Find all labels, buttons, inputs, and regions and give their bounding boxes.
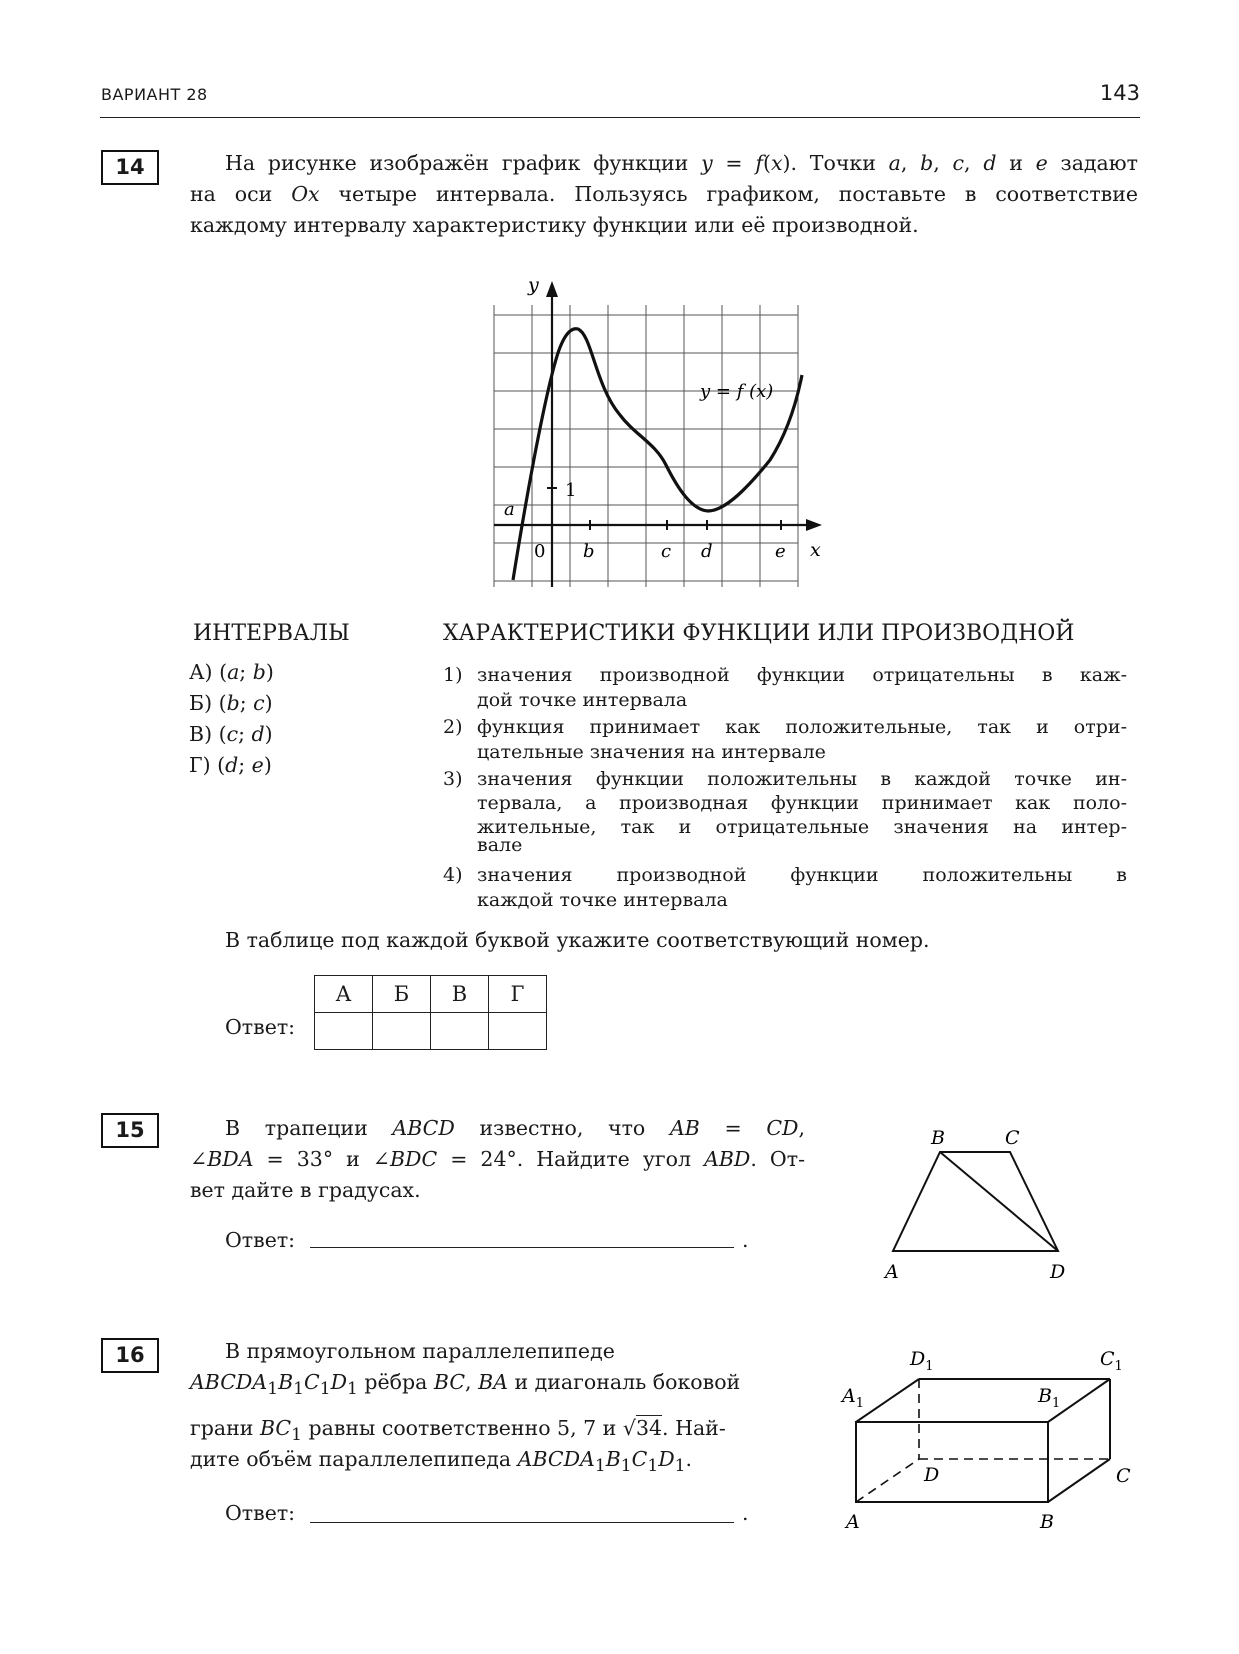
text: и <box>996 151 1036 175</box>
task-15-line-3 <box>190 1175 421 1206</box>
text: цательные значения на интервале <box>477 741 826 763</box>
text: ; <box>239 691 254 715</box>
var-x: x <box>770 151 783 175</box>
text: каждому интервалу характеристику функции или её производной. <box>190 213 919 237</box>
x-axis-label: x <box>810 539 821 561</box>
text: , <box>900 151 921 175</box>
var-e: e <box>1035 151 1048 175</box>
axis-ox: Ox <box>291 182 320 206</box>
text: известно, что <box>454 1116 670 1140</box>
characteristic-3 <box>443 767 1133 863</box>
answer-col-header: В <box>431 976 489 1013</box>
vertex-label-d: D <box>924 1464 940 1486</box>
text: d <box>251 722 265 746</box>
edge-b-c <box>1048 1459 1110 1502</box>
answer-cell-b[interactable] <box>373 1013 431 1050</box>
characteristics-list <box>443 663 1133 911</box>
vertex-label-a: A <box>885 1261 899 1283</box>
task-14-answer-label: Ответ: <box>225 1015 296 1039</box>
text: B <box>278 1370 294 1394</box>
trapezoid-figure <box>870 1118 1080 1288</box>
text: жительные, так и отрицательные значения на интер- <box>477 816 1127 838</box>
subscript: 1 <box>319 1379 331 1400</box>
task-15-answer-field[interactable] <box>310 1247 734 1248</box>
y-axis-arrow <box>546 281 558 297</box>
vertex-label-b: B <box>931 1127 945 1149</box>
characteristic-1 <box>443 663 1133 713</box>
unit-label: 1 <box>565 480 577 501</box>
text: CD <box>766 1116 799 1140</box>
y-axis-label: y <box>528 275 539 296</box>
characteristic-number: 4) <box>443 864 463 886</box>
text: BDA <box>207 1147 254 1171</box>
task-15-answer-dot: . <box>742 1228 749 1252</box>
subscript: 1 <box>291 1425 302 1446</box>
point-label-e: e <box>775 541 786 562</box>
text: значения производной функции положительны в <box>477 864 1127 886</box>
task-16-statement <box>190 1336 805 1477</box>
task-16-line-1: В прямоугольном параллелепипеде <box>225 1339 615 1363</box>
answer-col-header: Б <box>373 976 431 1013</box>
subscript: 1 <box>293 1379 305 1400</box>
characteristic-number: 1) <box>443 664 463 686</box>
origin-label: 0 <box>534 541 546 562</box>
task-15-answer-label: Ответ: <box>225 1228 296 1252</box>
answer-cell-g[interactable] <box>489 1013 547 1050</box>
text: ABCDA <box>190 1370 268 1394</box>
text: значения производной функции отрицательны в каж- <box>477 664 1127 686</box>
text: D <box>658 1447 675 1471</box>
vertex-label-b1: $B_1$ <box>1038 1385 1061 1411</box>
interval-item <box>189 691 273 715</box>
text: А) <box>189 660 213 684</box>
task-14-statement <box>190 148 1138 248</box>
vertex-label-c1: $C_1$ <box>1100 1348 1123 1374</box>
task-14-line-3 <box>190 210 919 241</box>
text: и диагональ боковой <box>507 1370 741 1394</box>
text: рёбра <box>357 1370 434 1394</box>
parallelepiped-figure <box>838 1338 1138 1538</box>
point-label-b: b <box>583 541 595 562</box>
task-14-line-2 <box>190 179 1138 210</box>
text: В) <box>189 722 213 746</box>
text: = 33° и ∠ <box>253 1147 390 1171</box>
text: c <box>226 722 239 746</box>
task-15-number: 15 <box>101 1113 159 1148</box>
task-15-line-2 <box>190 1144 805 1175</box>
text: ( <box>217 753 226 777</box>
interval-item <box>189 753 272 777</box>
subscript: 1 <box>674 1456 686 1477</box>
text: равны соответственно 5, 7 и <box>301 1416 623 1440</box>
text: ) <box>264 722 273 746</box>
text: b <box>252 660 266 684</box>
text: вале <box>477 834 523 856</box>
text: ; <box>238 753 252 777</box>
sqrt-sign: √ <box>622 1416 636 1440</box>
text: ABCDA <box>517 1447 595 1471</box>
text: дой точке интервала <box>477 689 688 711</box>
var-f: f <box>755 151 763 175</box>
answer-table-header-row <box>315 976 547 1013</box>
text: B <box>605 1447 621 1471</box>
text: тервала, а производная функции принимает как поло- <box>477 792 1127 814</box>
text: e <box>251 753 264 777</box>
var-a: a <box>888 151 901 175</box>
text: На рисунке изображён график функции <box>225 151 702 175</box>
text: = 24°. Найдите угол <box>437 1147 705 1171</box>
text: ( <box>219 660 228 684</box>
text: В трапеции <box>225 1116 393 1140</box>
text: C <box>304 1370 320 1394</box>
subscript: 1 <box>620 1456 632 1477</box>
text: d <box>225 753 239 777</box>
text: ABCD <box>392 1116 455 1140</box>
text: ( <box>218 722 227 746</box>
text: ABD <box>704 1147 751 1171</box>
vertex-label-a1: $A_1$ <box>842 1385 865 1411</box>
function-graph <box>470 275 840 595</box>
var-b: b <box>920 151 934 175</box>
vertex-label-d: D <box>1050 1261 1066 1283</box>
text: BC <box>259 1416 292 1440</box>
task-16-number: 16 <box>101 1338 159 1373</box>
text: , <box>964 151 984 175</box>
text: c <box>253 691 265 715</box>
text: ; <box>238 722 252 746</box>
answer-cell-a[interactable] <box>315 1013 373 1050</box>
running-header-variant: ВАРИАНТ 28 <box>101 85 208 104</box>
vertex-label-b: B <box>1040 1511 1054 1533</box>
subscript: 1 <box>594 1456 606 1477</box>
text: ). Точки <box>782 151 889 175</box>
task-16-answer-field[interactable] <box>310 1522 734 1523</box>
text: четыре интервала. Пользуясь графиком, поставьте в соответствие <box>319 182 1139 206</box>
text: грани <box>190 1416 260 1440</box>
text: , <box>798 1116 805 1140</box>
text: ( <box>762 151 771 175</box>
text: . <box>685 1447 693 1471</box>
text: = <box>699 1116 767 1140</box>
text: Б) <box>189 691 213 715</box>
characteristics-heading: ХАРАКТЕРИСТИКИ ФУНКЦИИ ИЛИ ПРОИЗВОДНОЙ <box>443 621 1075 646</box>
text: BDC <box>389 1147 438 1171</box>
text: BC <box>433 1370 466 1394</box>
text: D <box>330 1370 348 1394</box>
subscript: 1 <box>347 1379 358 1400</box>
interval-item <box>189 660 274 684</box>
text: AB <box>669 1116 700 1140</box>
vertex-label-a: A <box>846 1511 860 1533</box>
function-label: y = f (x) <box>700 381 774 402</box>
text: a <box>227 660 240 684</box>
header-rule <box>100 117 1140 118</box>
point-label-a: a <box>504 499 515 520</box>
text: C <box>631 1447 648 1471</box>
text: значения функции положительны в каждой точке ин- <box>477 768 1127 790</box>
answer-col-header: Г <box>489 976 547 1013</box>
text: каждой точке интервала <box>477 889 728 911</box>
var-d: d <box>983 151 997 175</box>
text: на оси <box>190 182 292 206</box>
intervals-heading: ИНТЕРВАЛЫ <box>193 621 350 646</box>
trapezoid-abcd <box>893 1152 1058 1251</box>
point-label-c: c <box>661 541 672 562</box>
vertex-label-c: C <box>1005 1127 1020 1149</box>
text: = <box>712 151 756 175</box>
answer-cell-v[interactable] <box>431 1013 489 1050</box>
task-16-line-2 <box>190 1367 740 1405</box>
text: . От- <box>750 1147 805 1171</box>
text: , <box>465 1370 479 1394</box>
point-label-d: d <box>701 541 713 562</box>
vertex-label-c: C <box>1116 1465 1131 1487</box>
text: Г) <box>189 753 211 777</box>
text: задают <box>1047 151 1138 175</box>
task-14-instruction: В таблице под каждой буквой укажите соответствующий номер. <box>225 928 930 952</box>
task-16-answer-label: Ответ: <box>225 1501 296 1525</box>
characteristic-4 <box>443 863 1133 913</box>
var-y: y <box>701 151 713 175</box>
text: . Най- <box>662 1416 726 1440</box>
task-15-statement <box>190 1113 805 1213</box>
sqrt-radicand: 34 <box>635 1416 663 1440</box>
answer-table-input-row <box>315 1013 547 1050</box>
task-14-line-1 <box>225 148 1138 179</box>
task-16-line-4 <box>190 1444 692 1482</box>
text: ) <box>264 691 273 715</box>
task-16-answer-dot: . <box>742 1501 749 1525</box>
answer-col-header: А <box>315 976 373 1013</box>
page-number: 143 <box>1099 81 1140 105</box>
text: BA <box>478 1370 508 1394</box>
interval-item <box>189 722 273 746</box>
characteristic-2 <box>443 715 1133 765</box>
characteristic-number: 2) <box>443 716 463 738</box>
characteristic-number: 3) <box>443 768 463 790</box>
text: дите объём параллелепипеда <box>190 1447 518 1471</box>
text: ( <box>218 691 227 715</box>
task-14-answer-table <box>314 975 547 1050</box>
text: ; <box>239 660 253 684</box>
function-curve <box>513 329 802 580</box>
front-face <box>856 1422 1048 1502</box>
subscript: 1 <box>267 1379 279 1400</box>
text: , <box>933 151 953 175</box>
task-15-line-1 <box>225 1113 805 1144</box>
text: ) <box>263 753 272 777</box>
text: функция принимает как положительные, так и отри- <box>477 716 1127 738</box>
task-14-number: 14 <box>101 150 159 185</box>
text: ) <box>265 660 274 684</box>
diagonal-bd <box>940 1152 1058 1251</box>
edge-a1-d1 <box>856 1379 919 1422</box>
subscript: 1 <box>647 1456 659 1477</box>
text: ∠ <box>190 1147 208 1171</box>
var-c: c <box>952 151 965 175</box>
hidden-edge-a-d <box>856 1459 919 1502</box>
x-axis-arrow <box>806 519 822 531</box>
vertex-label-d1: $D_1$ <box>910 1348 934 1374</box>
text: b <box>226 691 240 715</box>
text: вет дайте в градусах. <box>190 1178 421 1202</box>
